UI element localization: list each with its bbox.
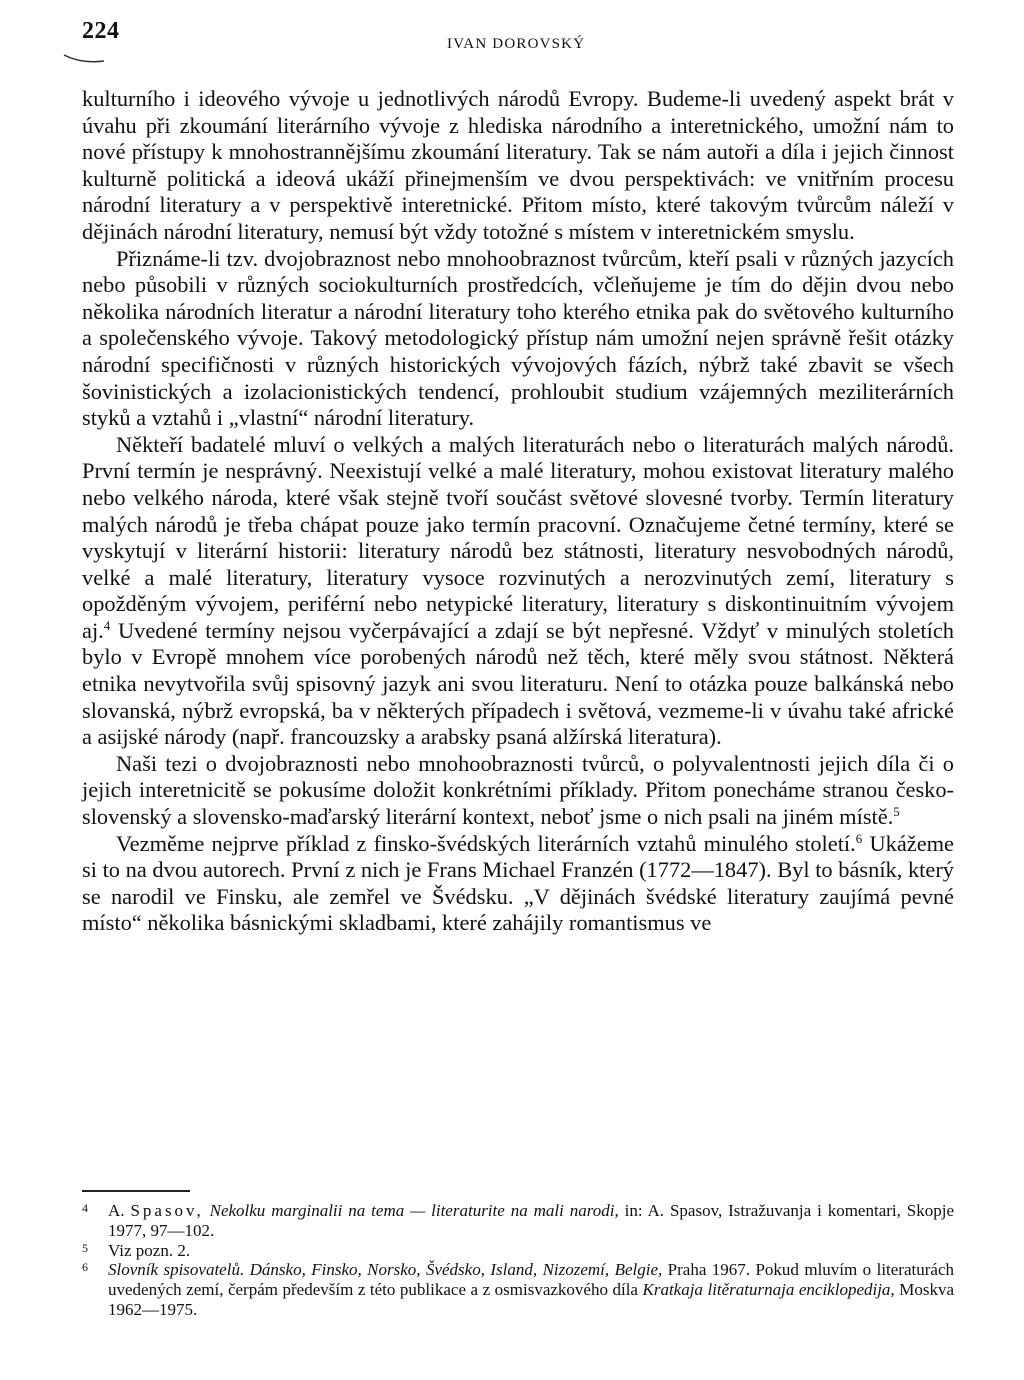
paragraph-text: Naši tezi o dvojobraznosti nebo mnohoobraznosti tvůrců, o polyvalentnosti jejich díla či o jejich interetnicitě se pokusíme doložit konkrétními příklady. Přitom ponecháme stranou česko-slovenský a slovensko-maďarský literární kontext, neboť jsme o nich psali na jiném místě. [82, 750, 954, 830]
body-text [82, 86, 954, 937]
paragraph [82, 432, 954, 751]
footnote-text: A. [108, 1201, 131, 1220]
footnote-text: in: A. Spasov, Istražuvanja i komentari, Skopje 1977, 97—102. [108, 1201, 955, 1240]
running-head [82, 18, 954, 52]
footnote-reference: 6 [855, 830, 863, 846]
footnote-author: Spasov, [130, 1201, 204, 1220]
footnote-separator [82, 1190, 190, 1192]
footnote-title: Slovník spisovatelů. Dánsko, Finsko, Norsko, Švédsko, Island, Nizozemí, Belgie, [108, 1260, 663, 1280]
footnote-text: Moskva 1962—1975. [108, 1280, 954, 1319]
paragraph [82, 751, 954, 831]
footnote-5 [82, 1241, 954, 1261]
footnote-text: Praha 1967. Pokud mluvím o literaturách uvedených zemí, čerpám především z této publikace a z osmisvazkového díla [108, 1260, 954, 1300]
paragraph [82, 831, 954, 937]
running-head-author: IVAN DOROVSKÝ [447, 36, 586, 52]
paragraph-text: Ukážeme si to na dvou autorech. První z nich je Frans Michael Franzén (1772—1847). Byl to básník, který se narodil ve Finsku, ale zemřel ve Švédsku. „V dějinách švédské literatury zaujímá pevné místo“ několika básnickými skladbami, které zahájily romantismus ve [82, 830, 954, 936]
paragraph: kulturního i ideového vývoje u jednotlivých národů Evropy. Budeme-li uvedený aspekt brát v úvahu při zkoumání literárního vývoje z hlediska národního a interetnického, umožní nám to nové přístupy k mnohostrannějšímu zkoumání literatury. Tak se nám autoři a díla i jejich činnost kulturně politická a ideová ukáží přinejmenším ve dvou perspektivách: ve vnitřním procesu národní literatury a v perspektivě interetnické. Přitom místo, které takovým tvůrcům náleží v dějinách národní literatury, nemusí být vždy totožné s místem v interetnickém smyslu. [82, 86, 954, 244]
footnote-mark: 4 [82, 1201, 88, 1215]
footnote-reference: 4 [103, 617, 111, 633]
footnotes [82, 1201, 954, 1320]
footnote-mark: 6 [82, 1260, 88, 1275]
footnote-4 [82, 1201, 954, 1241]
footnote-reference: 5 [893, 804, 900, 820]
footnote-title: Kratkaja litěraturnaja enciklopedija, [642, 1280, 895, 1300]
footnote-title: Nekolku marginalii na tema — literaturite na mali narodi, [209, 1201, 619, 1220]
footnote-6 [82, 1260, 954, 1319]
footnote-text: Viz pozn. 2. [108, 1240, 191, 1260]
footnote-mark: 5 [82, 1240, 88, 1255]
pencil-mark-icon [62, 52, 106, 64]
paragraph-text: Někteří badatelé mluví o velkých a malých literaturách nebo o literaturách malých národů. První termín je nesprávný. Neexistují velké a malé literatury, mohou existovat literatury malého nebo velkého národa, které však stejně tvoří součást světové slovesné tvorby. Termín literatury malých národů je třeba chápat pouze jako termín pracovní. Označujeme četné termíny, které se vyskytují v literární historii: literatury národů bez státnosti, literatury nesvobodných národů, velké a malé literatury, literatury vysoce rozvinutých a nerozvinutých zemí, literatury s opožděným vývojem, periférní nebo netypické literatury, literatury s diskontinuitním vývojem aj. [82, 431, 954, 643]
paragraph-text: Uvedené termíny nejsou vyčerpávající a zdají se být nepřesné. Vždyť v minulých stoletích bylo v Evropě mnohem více porobených národů než těch, které měly svou státnost. Některá etnika nevytvořila svůj spisovný jazyk ani svou literaturu. Není to otázka pouze balkánská nebo slovanská, nýbrž evropská, ba v některých případech i světová, vezmeme-li v úvahu také africké a asijské národy (např. francouzsky a arabsky psaná alžírská literatura). [82, 617, 954, 750]
paragraph-text: Vezměme nejprve příklad z finsko-švédských literárních vztahů minulého století. [116, 830, 856, 856]
page-number: 224 [82, 18, 120, 44]
paragraph: Přiznáme-li tzv. dvojobraznost nebo mnohoobraznost tvůrcům, kteří psali v různých jazycích nebo působili v různých sociokulturních prostředcích, včleňujeme je tím do dějin dvou nebo několika národních literatur a národní literatury toho kterého etnika pak do světového kulturního a společenského vývoje. Takový metodologický přístup nám umožní nejen správně řešit otázky národní specifičnosti v různých historických vývojových fázích, nýbrž také zbavit se všech šovinistických a izolacionistických tendencí, prohloubit studium vzájemných meziliterárních styků a vztahů i „vlastní“ národní literatury. [82, 245, 954, 431]
